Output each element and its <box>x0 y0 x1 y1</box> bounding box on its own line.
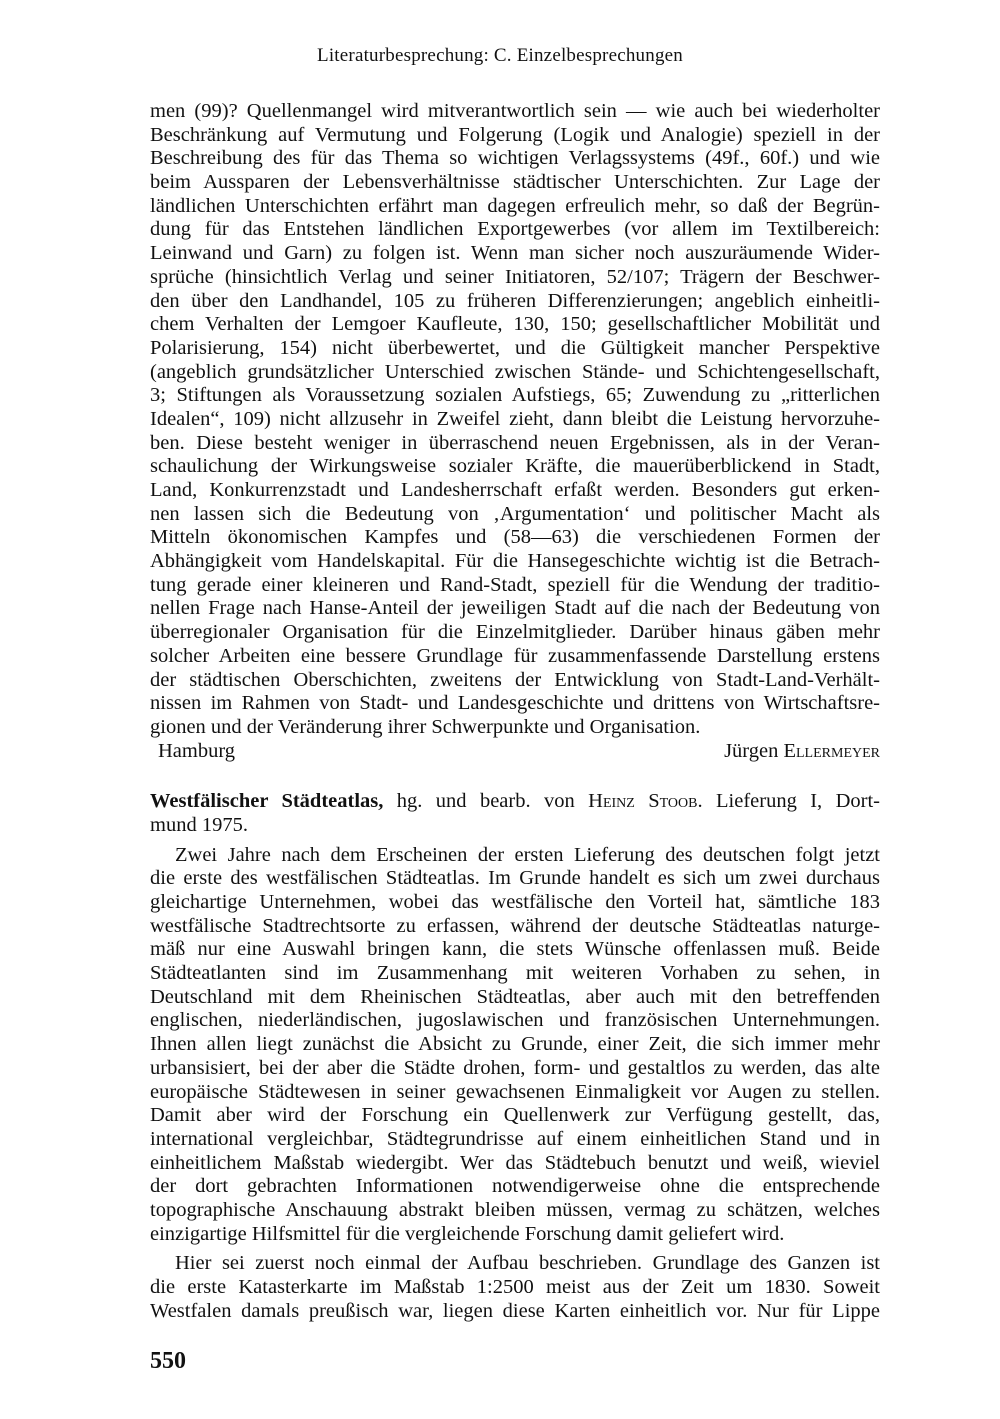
signature-last-name: Ellermeyer <box>783 739 880 762</box>
running-head: Literaturbesprechung: C. Einzelbesprechungen <box>317 45 683 66</box>
review-signature <box>150 740 880 764</box>
text-line: topographische Anschauung abstrakt bleiben müssen, vermag zu schätzen, welches <box>150 1198 880 1221</box>
review-title-line: mund 1975. <box>150 813 248 836</box>
text-line: einheitlichem Maßstab wiedergibt. Wer das Städtebuch benutzt und weiß, wieviel <box>150 1151 880 1174</box>
text-line: überregionaler Organisation für die Einzelmitglieder. Darüber hinaus gäben mehr <box>150 621 880 644</box>
text-line: gionen und der Veränderung ihrer Schwerpunkte und Organisation. <box>150 715 701 738</box>
review-ellermeyer <box>150 100 880 740</box>
text-line: men (99)? Quellenmangel wird mitverantwortlich sein — wie auch bei wiederholter <box>150 100 880 122</box>
text-line: nissen im Rahmen von Stadt- und Landesgeschichte und drittens von Wirtschaftsre- <box>150 692 880 715</box>
text-line: ländlichen Unterschichten erfährt man dagegen erfreulich mehr, so daß der Begrün- <box>150 194 880 217</box>
text-line: Idealen“, 109) nicht allzusehr in Zweifel zieht, dann bleibt die Leistung hervorzuhe- <box>150 407 880 430</box>
page-number: 550 <box>150 1348 186 1374</box>
text-line: dung für das Entstehen ländlichen Exportgewerbes (vor allem im Textilbereich: <box>150 218 880 241</box>
text-line: Deutschland mit dem Rheinischen Städteatlas, aber auch mit den betreffenden <box>150 985 880 1008</box>
text-line: die erste des westfälischen Städteatlas. Im Grunde handelt es sich um zwei durchaus <box>150 867 880 890</box>
review-book-title: Westfälischer Städteatlas, <box>150 790 384 813</box>
text-line: 3; Stiftungen als Voraussetzung sozialen Aufstiegs, 65; Zuwendung zu „ritterlichen <box>150 384 880 407</box>
text-line: schaulichung der Wirkungsweise sozialer Kräfte, die mauerüberblickend in Stadt, <box>150 455 880 478</box>
signature-city: Hamburg <box>158 739 236 762</box>
text-line: gleichartige Unternehmen, wobei das westfälische den Vorteil hat, sämtliche 183 <box>150 891 880 913</box>
signature-author <box>724 740 880 764</box>
text-line: Ihnen allen liegt zunächst die Absicht zu Grunde, einer Zeit, die sich immer mehr <box>150 1033 880 1056</box>
text-line: Beschreibung des für das Thema so wichtigen Verlagssystems (49f., 60f.) und wie <box>150 147 880 170</box>
text-line: Land, Konkurrenzstadt und Landesherrschaft erfaßt werden. Besonders gut erken- <box>150 479 880 501</box>
text-line: den über den Landhandel, 105 zu früheren Differenzierungen; angeblich einheitli- <box>150 289 880 312</box>
text-line: Städteatlanten sind im Zusammenhang mit weiteren Vorhaben zu sehen, in <box>150 962 880 985</box>
text-line: chem Verhalten der Lemgoer Kaufleute, 130, 150; gesellschaftlicher Mobilität und <box>150 313 880 336</box>
text-line: der städtischen Oberschichten, zweitens der Entwicklung von Stadt-Land-Verhält- <box>150 668 880 691</box>
review-title-line: Westfälischer Städteatlas, hg. und bearb. von Heinz Stoob. Lieferung I, Dort- <box>150 790 880 813</box>
page-body <box>150 100 880 1323</box>
signature-first-name: Jürgen <box>724 739 779 762</box>
text-line: nellen Frage nach Hanse-Anteil der jeweiligen Stadt auf die nach der Bedeutung von <box>150 597 880 620</box>
text-line: ben. Diese besteht weniger in überraschend neuen Ergebnissen, als in der Veran- <box>150 431 880 454</box>
text-line: Hier sei zuerst noch einmal der Aufbau beschrieben. Grundlage des Ganzen ist <box>175 1252 880 1275</box>
text-line: westfälische Stadtrechtsorte zu erfassen, während der deutsche Städteatlas naturge- <box>150 914 880 937</box>
text-line: Polarisierung, 154) nicht überbewertet, und die Gültigkeit mancher Perspektive <box>150 336 880 359</box>
text-line: Mitteln ökonomischen Kampfes und (58—63) die verschiedenen Formen der <box>150 526 880 549</box>
text-line: solcher Arbeiten eine bessere Grundlage für zusammenfassende Darstellung erstens <box>150 644 880 667</box>
text-line: (angeblich grundsätzlicher Unterschied zwischen Stände- und Schichtengesellschaft, <box>150 360 880 383</box>
review-editor: Heinz Stoob <box>588 790 698 813</box>
text-line: europäische Städtewesen in seiner gewachsenen Einmaligkeit vor Augen zu stellen. <box>150 1080 880 1103</box>
text-line: die erste Katasterkarte im Maßstab 1:2500 meist aus der Zeit um 1830. Soweit <box>150 1276 880 1298</box>
text-line: Westfalen damals preußisch war, liegen diese Karten einheitlich vor. Nur für Lippe <box>150 1299 880 1322</box>
text-line: einzigartige Hilfsmittel für die vergleichende Forschung damit geliefert wird. <box>150 1222 785 1245</box>
text-line: Beschränkung auf Vermutung und Folgerung (Logik und Analogie) speziell in der <box>150 123 880 146</box>
review-heading <box>150 790 880 837</box>
review-paragraph <box>150 1252 880 1323</box>
review-paragraph <box>150 844 880 1247</box>
text-line: Zwei Jahre nach dem Erscheinen der ersten Lieferung des deutschen folgt jetzt <box>175 843 880 866</box>
text-line: tung gerade einer kleineren und Rand-Stadt, speziell für die Wendung der traditio- <box>150 573 880 596</box>
text-line: Leinwand und Garn) zu folgen ist. Wenn man sicher noch auszuräumende Wider- <box>150 242 880 265</box>
text-line: der dort gebrachten Informationen notwendigerweise ohne die entsprechende <box>150 1175 880 1198</box>
text-line: sprüche (hinsichtlich Verlag und seiner Initiatoren, 52/107; Trägern der Beschwer- <box>150 265 880 288</box>
text-line: mäß nur eine Auswahl bringen kann, die stets Wünsche offenlassen muß. Beide <box>150 938 880 961</box>
text-line: urbansisiert, bei der aber die Städte drohen, form- und gestaltlos zu werden, das alte <box>150 1056 880 1079</box>
text-line: international vergleichbar, Städtegrundrisse auf einem einheitlichen Stand und in <box>150 1127 880 1150</box>
text-line: Damit aber wird der Forschung ein Quellenwerk zur Verfügung gestellt, das, <box>150 1104 880 1127</box>
text-line: nen lassen sich die Bedeutung von ‚Argumentation‘ und politischer Macht als <box>150 502 880 525</box>
text-line: englischen, niederländischen, jugoslawischen und französischen Unternehmungen. <box>150 1009 880 1032</box>
text-line: Abhängigkeit vom Handelskapital. Für die Hansegeschichte wichtig ist die Betrach- <box>150 550 880 573</box>
text-line: beim Aussparen der Lebensverhältnisse städtischer Unterschichten. Zur Lage der <box>150 171 880 194</box>
